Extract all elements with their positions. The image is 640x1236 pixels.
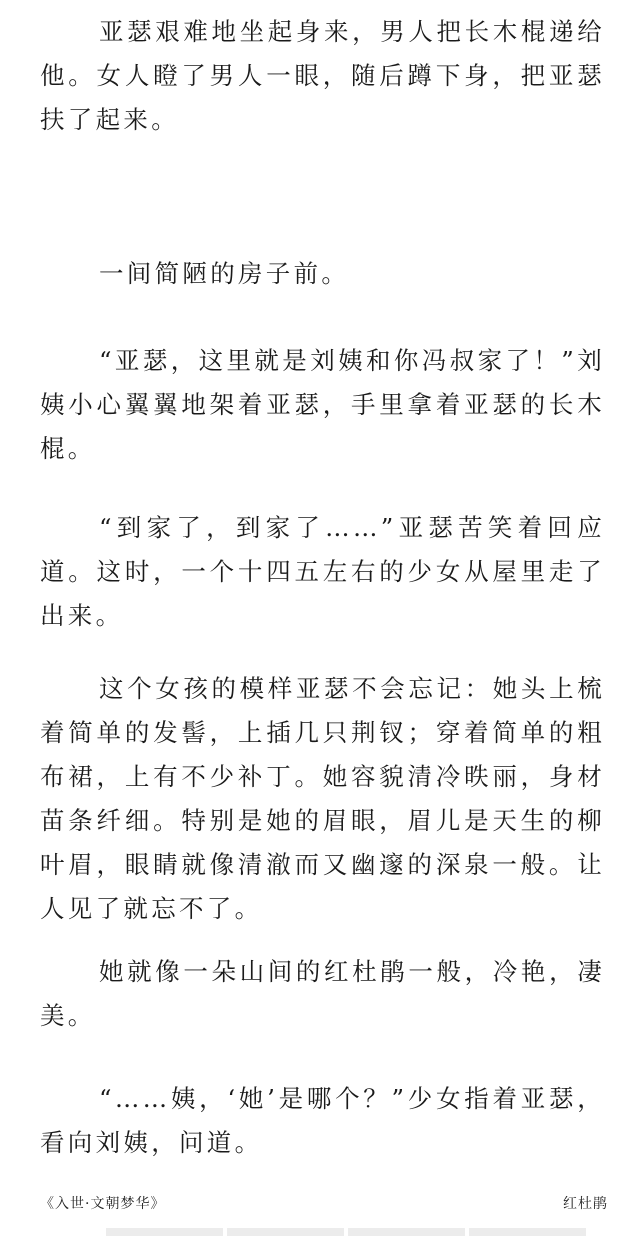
footer-chapter-title: 红杜鹃 [563,1196,608,1212]
paragraph-7: “……姨，‘她’是哪个？”少女指着亚瑟，看向刘姨，问道。 [40,1084,605,1157]
divider-segment [469,1228,586,1236]
divider-segment [348,1228,465,1236]
divider-segment [106,1228,223,1236]
paragraph-5: 这个女孩的模样亚瑟不会忘记：她头上梳着简单的发髻，上插几只荆钗；穿着简单的粗布裙，上有不少补丁。她容貌清冷昳丽，身材苗条纤细。特别是她的眉眼，眉儿是天生的柳叶眉，眼睛就像清澈而又幽邃的深泉一般。让人见了就忘不了。 [40,674,605,923]
paragraph-2: 一间简陋的房子前。 [99,259,350,288]
bottom-divider-strip [106,1228,586,1236]
paragraph-4: “到家了，到家了……”亚瑟苦笑着回应道。这时，一个十四五左右的少女从屋里走了出来。 [40,513,605,630]
paragraph-6: 她就像一朵山间的红杜鹃一般，冷艳，凄美。 [40,957,605,1030]
footer-book-title: 《入世·文朝梦华》 [40,1196,166,1212]
paragraph-3: “亚瑟，这里就是刘姨和你冯叔家了！”刘姨小心翼翼地架着亚瑟，手里拿着亚瑟的长木棍。 [40,346,605,463]
divider-segment [227,1228,344,1236]
paragraph-1: 亚瑟艰难地坐起身来，男人把长木棍递给他。女人瞪了男人一眼，随后蹲下身，把亚瑟扶了起来。 [40,17,605,134]
